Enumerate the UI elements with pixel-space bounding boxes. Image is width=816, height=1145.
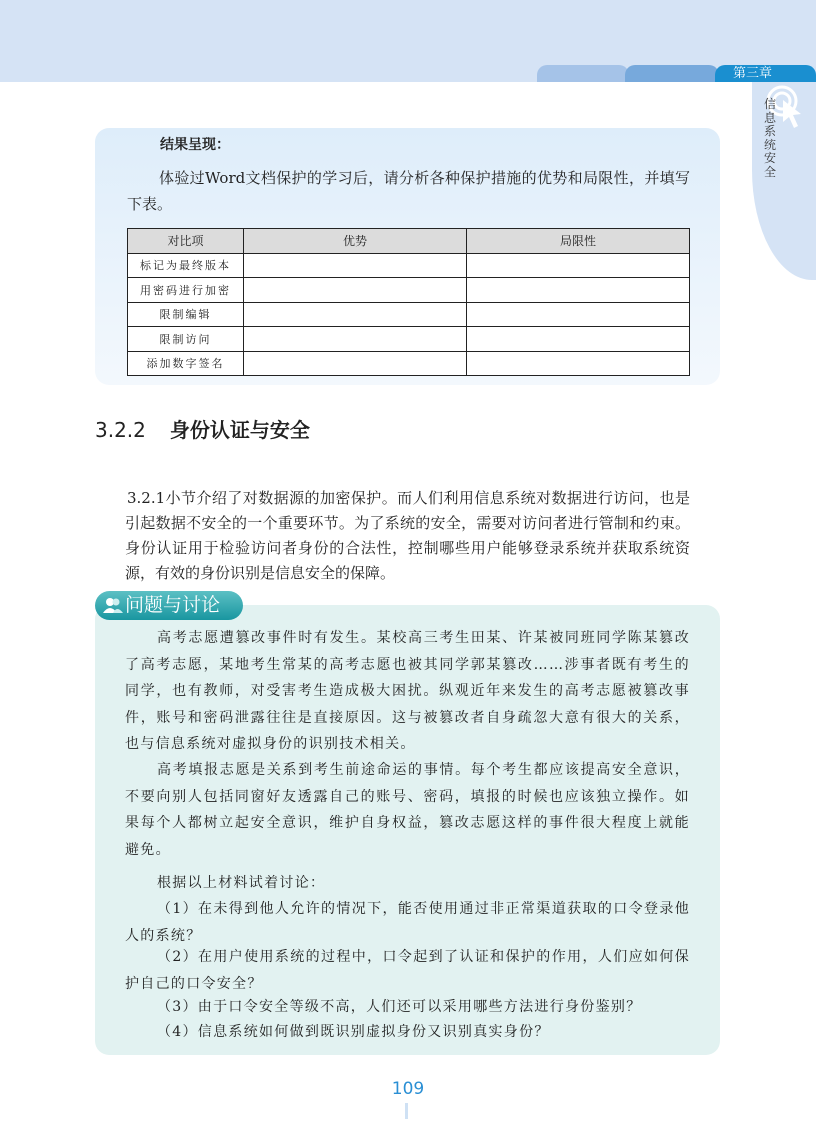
section-heading [95, 414, 310, 443]
table-cell: 限制编辑 [128, 302, 244, 327]
table-cell[interactable] [244, 351, 467, 376]
chapter-tab: 第三章 [715, 65, 816, 82]
discussion-question: （3）由于口令安全等级不高，人们还可以采用哪些方法进行身份鉴别？ [157, 999, 642, 1015]
badge-label: 问题与讨论 [125, 594, 221, 616]
result-text: 体验过Word文档保护的学习后，请分析各种保护措施的优势和局限性，并填写下表。 [127, 169, 690, 213]
table-cell: 标记为最终版本 [128, 253, 244, 278]
table-cell[interactable] [244, 278, 467, 303]
table-row [128, 351, 690, 376]
table-row [128, 253, 690, 278]
table-cell: 添加数字签名 [128, 351, 244, 376]
people-icon [103, 597, 123, 613]
discussion-paragraph: 高考填报志愿是关系到考生前途命运的事情。每个考生都应该提高安全意识，不要向别人包括同窗好友透露自己的账号、密码，填报的时候也应该独立操作。如果每个人都树立起安全意识，维护自身权益，篡改志愿这样的事件很大程度上就能避免。 [125, 762, 690, 858]
tab-1 [537, 65, 629, 82]
table-row [128, 302, 690, 327]
side-title: 信息系统安全 [764, 97, 777, 179]
section-number: 3.2.2 [95, 418, 146, 442]
table-cell[interactable] [467, 302, 690, 327]
page-number: 109 [391, 1079, 425, 1099]
page-marker [405, 1103, 408, 1119]
table-cell[interactable] [244, 327, 467, 352]
discussion-paragraph: 高考志愿遭篡改事件时有发生。某校高三考生田某、许某被同班同学陈某篡改了高考志愿，某地考生常某的高考志愿也被其同学郭某篡改……涉事者既有考生的同学，也有教师，对受害考生造成极大困扰。纵观近年来发生的高考志愿被篡改事件，账号和密码泄露往往是直接原因。这与被篡改者自身疏忽大意有很大的关系，也与信息系统对虚拟身份的识别技术相关。 [125, 630, 690, 752]
table-header: 对比项 [128, 229, 244, 254]
discussion-question: （1）在未得到他人允许的情况下，能否使用通过非正常渠道获取的口令登录他人的系统？ [125, 901, 690, 944]
table-header: 局限性 [467, 229, 690, 254]
discussion-badge [95, 591, 243, 620]
table-header: 优势 [244, 229, 467, 254]
table-row [128, 327, 690, 352]
discussion-question: （4）信息系统如何做到既识别虚拟身份又识别真实身份？ [157, 1024, 550, 1040]
tab-2 [625, 65, 719, 82]
table-cell: 限制访问 [128, 327, 244, 352]
result-title: 结果呈现： [160, 137, 230, 153]
discussion-prompt: 根据以上材料试着讨论： [157, 875, 326, 891]
discussion-question: （2）在用户使用系统的过程中，口令起到了认证和保护的作用，人们应如何保护自己的口令安全？ [125, 949, 690, 992]
table-cell[interactable] [244, 302, 467, 327]
comparison-table [127, 228, 690, 376]
table-cell[interactable] [467, 327, 690, 352]
table-cell[interactable] [467, 351, 690, 376]
table-cell[interactable] [244, 253, 467, 278]
table-cell[interactable] [467, 253, 690, 278]
section-title: 身份认证与安全 [169, 418, 310, 442]
table-cell[interactable] [467, 278, 690, 303]
table-cell: 用密码进行加密 [128, 278, 244, 303]
table-row [128, 278, 690, 303]
section-text: 3.2.1小节介绍了对数据源的加密保护。而人们利用信息系统对数据进行访问，也是引起数据不安全的一个重要环节。为了系统的安全，需要对访问者进行管制和约束。身份认证用于检验访问者身份的合法性，控制哪些用户能够登录系统并获取系统资源，有效的身份识别是信息安全的保障。 [125, 489, 690, 582]
